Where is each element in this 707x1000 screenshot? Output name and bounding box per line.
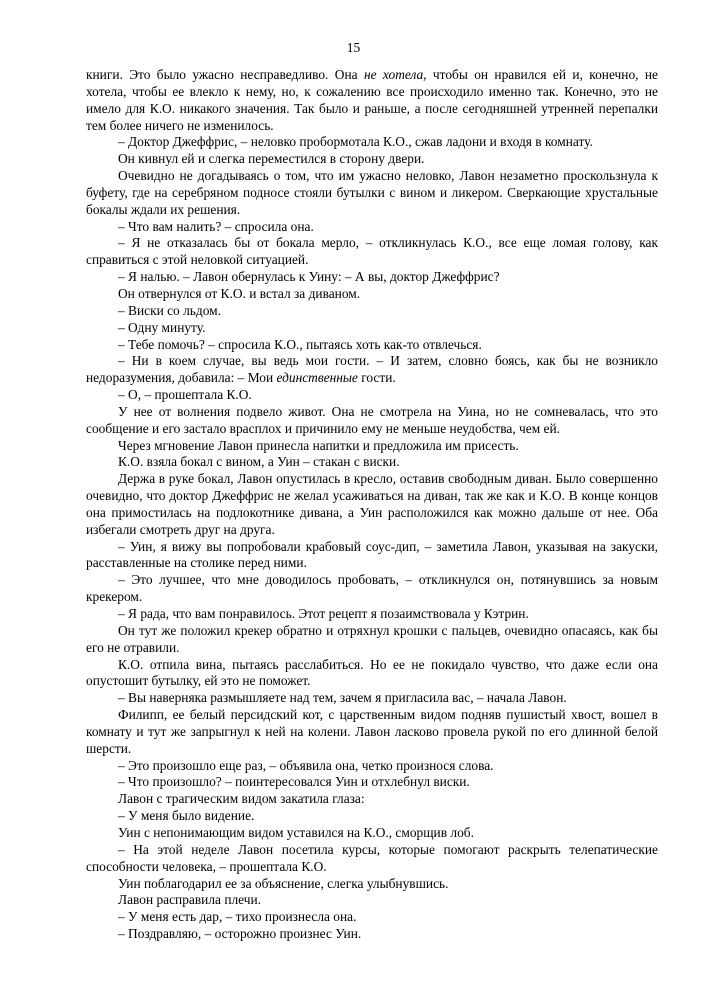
text-run: Очевидно не догадываясь о том, что им ужасно неловко, Лавон незаметно проскользнула к буфету, где на серебряном подносе стояли бутылки с вином и ликером. Сверкающие хрустальные бокалы ждали их решения.: [86, 168, 658, 217]
paragraph: [86, 454, 658, 471]
paragraph: [86, 151, 658, 168]
paragraph: [86, 926, 658, 943]
text-run: – О, – прошептала К.О.: [118, 387, 252, 403]
paragraph: [86, 623, 658, 657]
text-run: – Одну минуту.: [118, 319, 206, 335]
text-run: – Я налью. – Лавон обернулась к Уину: – А вы, доктор Джеффрис?: [118, 269, 500, 285]
paragraph: [86, 690, 658, 707]
text-run: Он тут же положил крекер обратно и отряхнул крошки с пальцев, очевидно опасаясь, как бы его не отравили.: [86, 622, 658, 655]
text-run: Через мгновение Лавон принесла напитки и предложила им присесть.: [118, 437, 519, 453]
text-run: книги. Это было ужасно несправедливо. Она: [86, 67, 364, 82]
text-run: – Вы наверняка размышляете над тем, зачем я пригласила вас, – начала Лавон.: [118, 690, 567, 706]
text-run: Лавон расправила плечи.: [118, 892, 262, 908]
text-run: чтобы он нравился ей и, конечно, не хотела, чтобы ее влекло к нему, но, к сожалению все происходило именно так. Конечно, это не имело для К.О. никакого значения. Так было и раньше, а после сегодняшней утренней перепалки тем более ничего не изменилось.: [86, 67, 658, 133]
paragraph: [86, 168, 658, 219]
text-run: – У меня было видение.: [118, 808, 255, 824]
text-run: – Тебе помочь? – спросила К.О., пытаясь хоть как-то отвлечься.: [118, 336, 482, 352]
paragraph: [86, 286, 658, 303]
text-run: – Это произошло еще раз, – объявила она, четко произнося слова.: [118, 757, 494, 773]
text-run: – Виски со льдом.: [118, 302, 221, 318]
paragraph: [86, 320, 658, 337]
text-run: Уин поблагодарил ее за объяснение, слегка улыбнувшись.: [118, 875, 449, 891]
paragraph: [86, 572, 658, 606]
text-run: – Доктор Джеффрис, – неловко пробормотала К.О., сжав ладони и входя в комнату.: [118, 134, 593, 150]
paragraph: [86, 387, 658, 404]
paragraph: [86, 707, 658, 758]
paragraph: [86, 774, 658, 791]
emphasis-text: единственные: [276, 370, 358, 386]
paragraph: [86, 791, 658, 808]
text-run: – На этой неделе Лавон посетила курсы, которые помогают раскрыть телепатические способности человека, – прошептала К.О.: [86, 841, 658, 874]
paragraph: [86, 539, 658, 573]
text-run: Держа в руке бокал, Лавон опустилась в кресло, оставив свободным диван. Было совершенно очевидно, что доктор Джеффрис не желал усаживаться на диван, так же как и К.О. В конце концов она примостилась на подлокотнике дивана, а Уин расположился как можно дальше от нее. Оба избегали смотреть друг на друга.: [86, 471, 658, 537]
paragraph: [86, 303, 658, 320]
paragraph: [86, 876, 658, 893]
paragraph: [86, 404, 658, 438]
text-run: – Ни в коем случае, вы ведь мои гости. – И затем, словно боясь, как бы не возникло недоразумения, добавила: – Мои: [86, 353, 658, 386]
paragraph: [86, 808, 658, 825]
paragraph: [86, 471, 658, 538]
text-run: – Что произошло? – поинтересовался Уин и отхлебнул виски.: [118, 774, 470, 790]
paragraph: [86, 219, 658, 236]
text-run: – У меня есть дар, – тихо произнесла она.: [118, 909, 357, 925]
text-run: – Это лучшее, что мне доводилось пробовать, – откликнулся он, потянувшись за новым крекером.: [86, 572, 658, 605]
text-run: У нее от волнения подвело живот. Она не смотрела на Уина, но не сомневалась, что это сообщение и его застало врасплох и причинило ему не меньше неудобства, чем ей.: [86, 403, 658, 436]
paragraph: [86, 269, 658, 286]
text-run: Он отвернулся от К.О. и встал за диваном.: [118, 285, 361, 301]
text-run: К.О. отпила вина, пытаясь расслабиться. Но ее не покидало чувство, что даже если она опустошит бутылку, ей это не поможет.: [86, 656, 658, 689]
text-run: К.О. взяла бокал с вином, а Уин – стакан с виски.: [118, 454, 400, 470]
paragraph: [86, 134, 658, 151]
body-text: [86, 67, 658, 943]
text-run: Филипп, ее белый персидский кот, с царственным видом подняв пушистый хвост, вошел в комнату и тут же запрыгнул к ней на колени. Лавон ласково провела рукой по его длинной белой шерсти.: [86, 707, 658, 756]
paragraph: [86, 657, 658, 691]
paragraph: [86, 353, 658, 387]
text-run: Лавон с трагическим видом закатила глаза:: [118, 791, 365, 807]
text-run: Он кивнул ей и слегка переместился в сторону двери.: [118, 151, 425, 167]
text-run: – Поздравляю, – осторожно произнес Уин.: [118, 926, 362, 942]
paragraph: [86, 235, 658, 269]
paragraph: [86, 825, 658, 842]
text-run: гости.: [357, 370, 396, 386]
paragraph: [86, 842, 658, 876]
emphasis-text: не хотела,: [363, 67, 427, 82]
page-number: 15: [346, 40, 361, 55]
text-run: – Что вам налить? – спросила она.: [118, 218, 314, 234]
text-run: – Я рада, что вам понравилось. Этот рецепт я позаимствовала у Кэтрин.: [118, 606, 529, 621]
paragraph: [86, 758, 658, 775]
paragraph: [86, 909, 658, 926]
paragraph: [86, 67, 658, 134]
text-run: Уин с непонимающим видом уставился на К.О., сморщив лоб.: [118, 824, 474, 840]
paragraph: [86, 892, 658, 909]
text-run: – Уин, я вижу вы попробовали крабовый соус-дип, – заметила Лавон, указывая на закуски, расставленные на столике перед ними.: [86, 538, 658, 571]
text-run: – Я не отказалась бы от бокала мерло, – откликнулась К.О., все еще ломая голову, как справиться с этой неловкой ситуацией.: [86, 235, 658, 268]
paragraph: [86, 606, 658, 623]
paragraph: [86, 337, 658, 354]
paragraph: [86, 438, 658, 455]
